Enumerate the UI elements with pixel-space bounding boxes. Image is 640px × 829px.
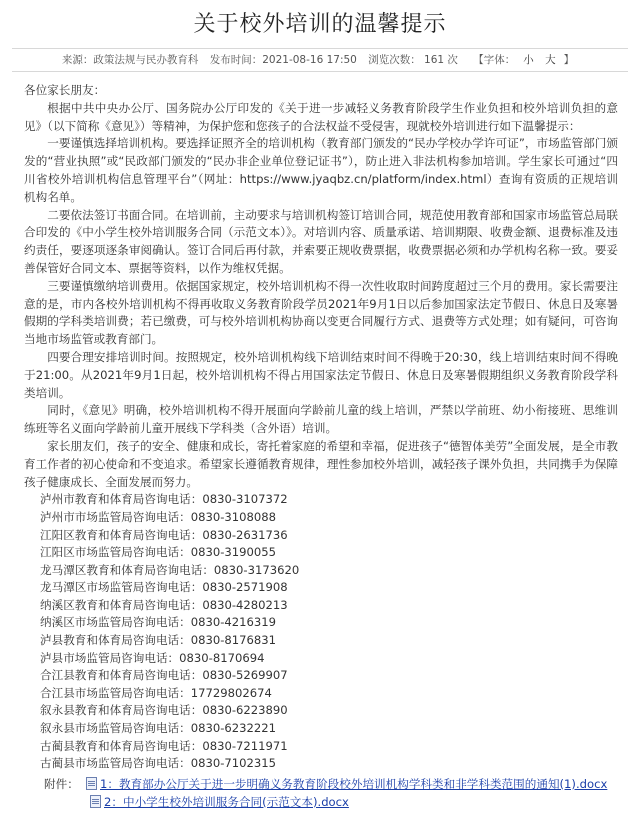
- font-large-button[interactable]: 大: [545, 54, 556, 66]
- paragraph-closing: 家长朋友们，孩子的安全、健康和成长，寄托着家庭的希望和幸福，促进孩子“德智体美劳”全面发展，是全市教育工作者的初心使命和不变追求。希望家长遵循教育规律，理性参加校外培训，减轻孩子课外负担，共同携手为保障孩子健康成长、全面发展而努力。: [24, 438, 618, 489]
- article-body: [24, 82, 618, 811]
- article-meta: [12, 48, 628, 72]
- paragraph-intro: 根据中共中央办公厅、国务院办公厅印发的《关于进一步减轻义务教育阶段学生作业负担和校外培训负担的意见》（以下简称《意见》）等精神，为保护您和您孩子的合法权益不受侵害，现就校外培训进行如下温馨提示：: [24, 100, 618, 133]
- publish-time: 发布时间：2021-08-16 17:50: [209, 54, 357, 66]
- paragraph-fees: 三要谨慎缴纳培训费用。依据国家规定，校外培训机构不得一次性收取时间跨度超过三个月的费用。家长需要注意的是，市内各校外培训机构不得再收取义务教育阶段学员2021年9月1日以后参加国家法定节假日、休息日及寒暑假期的学科类培训费；若已缴费，可与校外培训机构协商以变更合同履行方式、退费等方式处理；如有疑问，可咨询当地市场监管或教育部门。: [24, 278, 618, 347]
- page-title: 关于校外培训的温馨提示: [193, 12, 447, 37]
- contact-item: 泸州市市场监管局咨询电话：0830-3108088: [40, 509, 277, 524]
- source-label: 来源：政策法规与民办教育科: [61, 54, 199, 66]
- contact-item: 龙马潭区教育和体育局咨询电话：0830-3173620: [40, 562, 300, 577]
- contact-item: 泸州市教育和体育局咨询电话：0830-3107372: [40, 492, 288, 507]
- contact-item: 合江县市场监管局咨询电话：17729802674: [40, 685, 272, 700]
- attachment-row: [24, 793, 618, 811]
- contact-item: 龙马潭区市场监管局咨询电话：0830-2571908: [40, 580, 288, 595]
- font-size-label: 【字体：: [473, 54, 516, 66]
- document-icon: [86, 777, 97, 790]
- contact-item: 叙永县市场监管局咨询电话：0830-6232221: [40, 721, 277, 736]
- contact-item: 纳溪区教育和体育局咨询电话：0830-4280213: [40, 597, 288, 612]
- attachment-row: [24, 775, 618, 793]
- contact-item: 江阳区市场监管局咨询电话：0830-3190055: [40, 545, 277, 560]
- contact-item: 合江县教育和体育局咨询电话：0830-5269907: [40, 668, 288, 683]
- font-size-close: 】: [563, 54, 575, 66]
- document-icon: [90, 795, 101, 808]
- paragraph-preschool: 同时，《意见》明确，校外培训机构不得开展面向学龄前儿童的线上培训，严禁以学前班、幼小衔接班、思维训练班等名义面向学龄前儿童开展线下学科类（含外语）培训。: [24, 403, 618, 436]
- view-count: 浏览次数： 161 次: [368, 54, 458, 66]
- greeting: 各位家长朋友：: [24, 83, 106, 97]
- paragraph-choose-institution: 一要谨慎选择培训机构。要选择证照齐全的培训机构（教育部门颁发的“民办学校办学许可证”，市场监管部门颁发的“营业执照”或“民政部门颁发的“民办非企业单位登记证书”），防止进入非法机构参加培训。学生家长可通过“四川省校外培训机构信息管理平台”（网址：https://www.jyaqbz.cn/platform/index.html）查询有资质的正规培训机构名单。: [24, 136, 618, 204]
- contact-item: 纳溪区市场监管局咨询电话：0830-4216319: [40, 615, 277, 630]
- contact-item: 古蔺县市场监管局咨询电话：0830-7102315: [40, 756, 277, 771]
- attachment-link-2[interactable]: 2：中小学生校外培训服务合同(示范文本).docx: [104, 794, 349, 809]
- contact-item: 叙永县教育和体育局咨询电话：0830-6223890: [40, 703, 288, 718]
- contact-list: [24, 491, 618, 773]
- font-small-button[interactable]: 小: [523, 54, 534, 66]
- attachments-label: 附件：: [44, 776, 79, 791]
- contact-item: 泸县市场监管局咨询电话：0830-8170694: [40, 650, 265, 665]
- contact-item: 江阳区教育和体育局咨询电话：0830-2631736: [40, 527, 288, 542]
- attachments: [24, 775, 618, 811]
- contact-item: 古蔺县教育和体育局咨询电话：0830-7211971: [40, 738, 288, 753]
- paragraph-sign-contract: 二要依法签订书面合同。在培训前，主动要求与培训机构签订培训合同，规范使用教育部和国家市场监管总局联合印发的《中小学生校外培训服务合同（示范文本）》。对培训内容、质量承诺、培训期限、收费金额、退费标准及违约责任，要逐项逐条审阅确认。签订合同后再付款，并索要正规收费票据，收费票据必须和办学机构名称一致。要妥善保管好合同文本、票据等资料，以作为维权凭据。: [24, 207, 618, 275]
- contact-item: 泸县教育和体育局咨询电话：0830-8176831: [40, 633, 277, 648]
- paragraph-schedule: 四要合理安排培训时间。按照规定，校外培训机构线下培训结束时间不得晚于20:30，线上培训结束时间不得晚于21:00。从2021年9月1日起，校外培训机构不得占用国家法定节假日、休息日及寒暑假期组织义务教育阶段学科类培训。: [24, 349, 618, 400]
- font-size-control: [469, 54, 578, 66]
- attachment-link-1[interactable]: 1：教育部办公厅关于进一步明确义务教育阶段校外培训机构学科类和非学科类范围的通知(1).docx: [100, 776, 608, 791]
